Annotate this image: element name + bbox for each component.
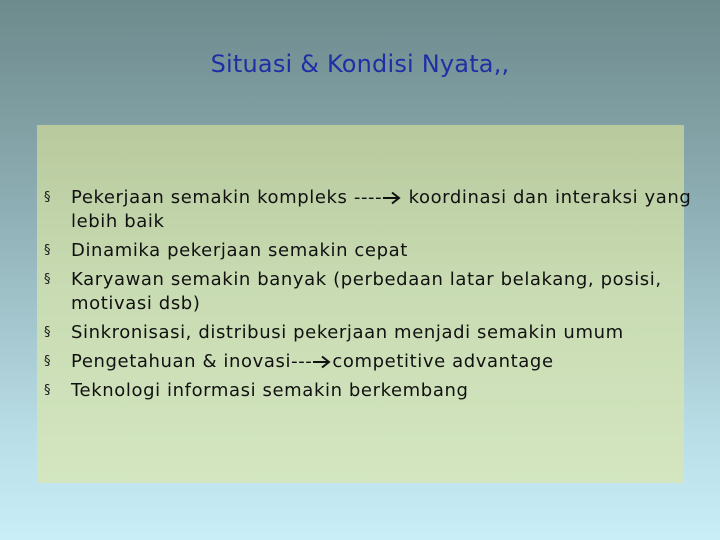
arrow-right-icon	[382, 191, 402, 205]
bullet-text: Teknologi informasi semakin berkembang	[71, 380, 469, 401]
list-item	[44, 379, 694, 403]
list-item	[44, 268, 694, 316]
bullet-text-before: Pekerjaan semakin kompleks ----	[71, 187, 383, 208]
list-item	[44, 186, 694, 234]
bullet-text: Dinamika pekerjaan semakin cepat	[71, 240, 408, 261]
list-item	[44, 239, 694, 263]
bullet-text-after: koordinasi dan interaksi yang lebih baik	[71, 187, 692, 232]
bullet-icon: §	[44, 190, 52, 205]
bullet-text: Karyawan semakin banyak (perbedaan latar belakang, posisi, motivasi dsb)	[71, 269, 662, 314]
bullet-list	[44, 186, 694, 408]
list-item	[44, 350, 694, 374]
bullet-icon: §	[44, 354, 52, 369]
bullet-icon: §	[44, 383, 52, 398]
bullet-text: Sinkronisasi, distribusi pekerjaan menjadi semakin umum	[71, 322, 624, 343]
bullet-icon: §	[44, 243, 52, 258]
bullet-icon: §	[44, 272, 52, 287]
list-item	[44, 321, 694, 345]
arrow-right-icon	[312, 355, 332, 369]
bullet-icon: §	[44, 325, 52, 340]
slide-title: Situasi & Kondisi Nyata,,	[210, 50, 510, 78]
bullet-text-before: Pengetahuan & inovasi---	[71, 351, 313, 372]
bullet-text-after: competitive advantage	[332, 351, 554, 372]
